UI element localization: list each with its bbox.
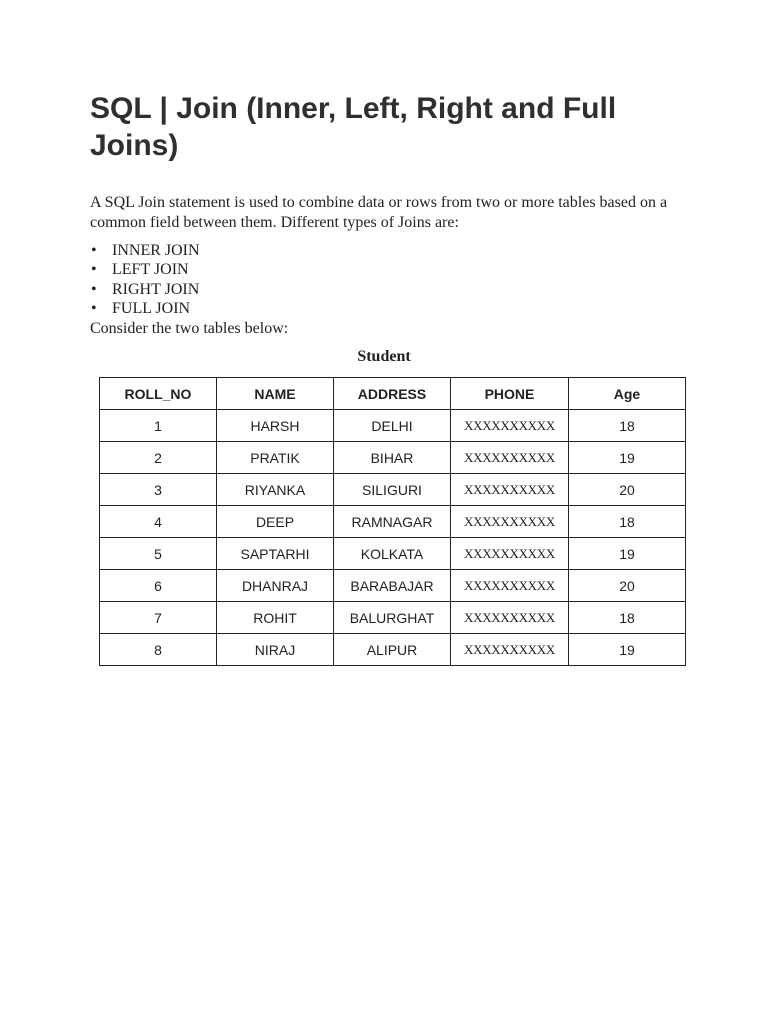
bullet: • [91, 242, 97, 259]
table-row [100, 602, 686, 634]
list-item [90, 241, 200, 260]
cell-age: 18 [569, 410, 686, 442]
cell-roll-no: 4 [100, 506, 217, 538]
table-row [100, 538, 686, 570]
cell-roll-no: 3 [100, 474, 217, 506]
cell-name: HARSH [217, 410, 334, 442]
cell-age: 18 [569, 602, 686, 634]
bullet: • [91, 280, 97, 298]
table-row [100, 474, 686, 506]
cell-address: RAMNAGAR [334, 506, 451, 538]
cell-address: ALIPUR [334, 634, 451, 666]
cell-name: SAPTARHI [217, 538, 334, 570]
bullet: • [91, 261, 97, 279]
cell-address: KOLKATA [334, 538, 451, 570]
column-header-roll-no: ROLL_NO [100, 378, 217, 410]
cell-address: BALURGHAT [334, 602, 451, 634]
list-item [90, 260, 200, 279]
list-item [90, 299, 200, 318]
cell-name: PRATIK [217, 442, 334, 474]
column-header-age: Age [569, 378, 686, 410]
cell-roll-no: 2 [100, 442, 217, 474]
table-caption: Student [357, 348, 411, 365]
column-header-phone: PHONE [451, 378, 569, 410]
cell-name: DEEP [217, 506, 334, 538]
table-row [100, 634, 686, 666]
list-item-label: INNER JOIN [112, 242, 200, 259]
cell-name: DHANRAJ [217, 570, 334, 602]
cell-address: BIHAR [334, 442, 451, 474]
cell-roll-no: 7 [100, 602, 217, 634]
student-table [99, 377, 686, 666]
consider-text: Consider the two tables below: [90, 320, 289, 337]
table-row [100, 442, 686, 474]
cell-phone: XXXXXXXXXX [451, 506, 569, 538]
cell-age: 18 [569, 506, 686, 538]
list-item-label: FULL JOIN [112, 299, 191, 317]
table-row [100, 506, 686, 538]
join-types-list [90, 241, 200, 318]
table-row [100, 410, 686, 442]
cell-address: SILIGURI [334, 474, 451, 506]
table-header-row [100, 378, 686, 410]
cell-phone: XXXXXXXXXX [451, 474, 569, 506]
cell-phone: XXXXXXXXXX [451, 538, 569, 570]
cell-roll-no: 8 [100, 634, 217, 666]
cell-phone: XXXXXXXXXX [451, 634, 569, 666]
cell-address: DELHI [334, 410, 451, 442]
intro-paragraph: A SQL Join statement is used to combine data or rows from two or more tables based on a common field between them. Different types of Joins are: [90, 194, 668, 231]
cell-age: 19 [569, 442, 686, 474]
cell-address: BARABAJAR [334, 570, 451, 602]
list-item-label: RIGHT JOIN [112, 280, 200, 298]
list-item-label: LEFT JOIN [112, 261, 189, 279]
cell-phone: XXXXXXXXXX [451, 570, 569, 602]
cell-roll-no: 1 [100, 410, 217, 442]
column-header-name: NAME [217, 378, 334, 410]
cell-age: 19 [569, 538, 686, 570]
cell-phone: XXXXXXXXXX [451, 602, 569, 634]
table-row [100, 570, 686, 602]
cell-age: 19 [569, 634, 686, 666]
cell-name: RIYANKA [217, 474, 334, 506]
page-title: SQL | Join (Inner, Left, Right and Full Joins) [90, 92, 617, 162]
cell-name: ROHIT [217, 602, 334, 634]
cell-roll-no: 6 [100, 570, 217, 602]
cell-roll-no: 5 [100, 538, 217, 570]
cell-age: 20 [569, 570, 686, 602]
cell-name: NIRAJ [217, 634, 334, 666]
cell-phone: XXXXXXXXXX [451, 410, 569, 442]
column-header-address: ADDRESS [334, 378, 451, 410]
cell-age: 20 [569, 474, 686, 506]
bullet: • [91, 299, 97, 317]
cell-phone: XXXXXXXXXX [451, 442, 569, 474]
list-item [90, 280, 200, 299]
